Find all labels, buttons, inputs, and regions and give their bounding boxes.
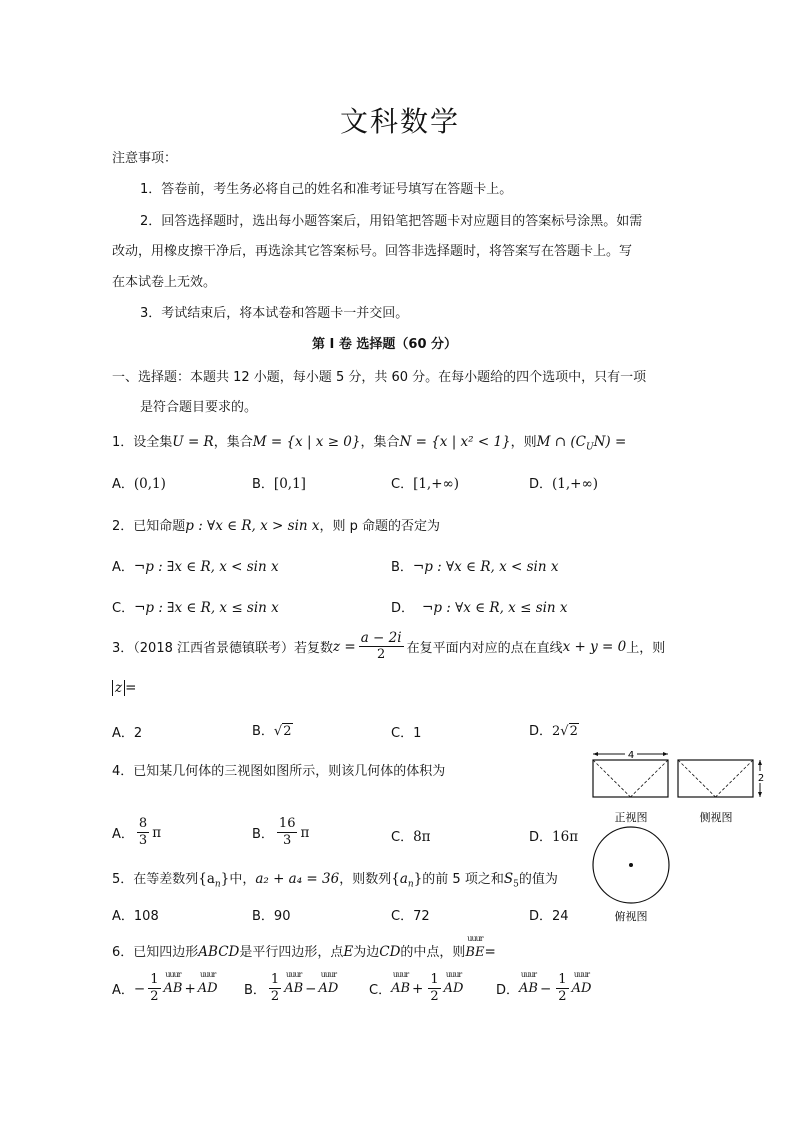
q5-option-d: D．24 — [529, 909, 569, 924]
q5-option-b: B．90 — [252, 909, 291, 924]
top-view — [593, 827, 669, 903]
top-view-label: 俯视图 — [614, 910, 648, 923]
front-view — [593, 760, 668, 797]
question-6: 6．已知四边形ABCD是平行四边形，点E为边CD的中点，则 uuur BE= — [112, 934, 496, 960]
q5-option-a: A．108 — [112, 909, 159, 924]
question-2 — [112, 515, 440, 534]
notice-item-2-line-1: 2．回答选择题时，选出每小题答案后，用铅笔把答题卡对应题目的答案标号涂黑。如需 — [140, 214, 643, 229]
notice-item-3: 3．考试结束后，将本试卷和答题卡一并交回。 — [140, 306, 409, 321]
section-title: 第 I 卷 选择题（60 分） — [312, 337, 458, 352]
q1-option-c: C．[1,+∞) — [391, 476, 460, 492]
side-view — [678, 760, 753, 797]
q1-sub: U — [585, 442, 594, 453]
q1-prefix: 1．设全集 — [112, 435, 173, 450]
q1-option-d: D．(1,+∞) — [529, 476, 598, 492]
q2-option-d: D． ¬p : ∀x ∈ R, x ≤ sin x — [391, 600, 568, 616]
q2-option-b: B．¬p : ∀x ∈ R, x < sin x — [391, 559, 559, 575]
q3-option-c: C．1 — [391, 726, 422, 741]
q4-option-d: D．16π — [529, 829, 579, 845]
q6-option-c: C． uuur AB + $\frac{1}{2}$ uuur AD — [369, 970, 464, 1004]
q3-option-d: D．2√2 — [529, 724, 578, 739]
q1-mid3: ，则 — [510, 435, 537, 450]
q3-abs-z: z = — [112, 680, 136, 696]
q6-option-b: B． $\frac{1}{2}$ uuur AB − uuur AD — [244, 970, 339, 1004]
notice-heading: 注意事项： — [112, 151, 178, 166]
question-5: 5．在等差数列$\{a_n\}$中，a₂ + a₄ = 36，则数列$\{a_n\}$的前 5 项之和$S_5$的值为 — [112, 871, 558, 890]
question-4: 4．已知某几何体的三视图如图所示，则该几何体的体积为 — [112, 764, 446, 779]
q1-set-n: N = {x | x² < 1} — [399, 434, 511, 450]
q3-mid: 在复平面内对应的点在直线 — [406, 641, 563, 656]
height-dimension — [756, 760, 766, 797]
q1-mid2: ，集合 — [360, 435, 400, 450]
notice-item-2-line-2: 改动，用橡皮擦干净后，再选涂其它答案标号。回答非选择题时，将答案写在答题卡上。写 — [112, 244, 633, 259]
section-instruction-line-1: 一、选择题：本题共 12 小题，每小题 5 分，共 60 分。在每小题给的四个选项中，只有一项 — [112, 370, 647, 385]
q3-suffix: 上，则 — [626, 641, 666, 656]
q3-line: x + y = 0 — [562, 638, 627, 655]
q3-fraction: $\frac{a - 2i}{2}$ — [360, 630, 402, 662]
question-3 — [112, 630, 665, 663]
q4-option-c: C．8π — [391, 829, 431, 845]
q1-expr-end: N) = — [593, 434, 627, 450]
vector-be: uuur BE — [465, 934, 485, 960]
notice-item-1: 1．答卷前，考生务必将自己的姓名和准考证号填写在答题卡上。 — [140, 182, 513, 197]
q1-expr: M ∩ (C — [536, 434, 586, 450]
q2-prefix: 2．已知命题 — [112, 519, 186, 534]
q2-option-a: A．¬p : ∃x ∈ R, x < sin x — [112, 559, 279, 575]
q2-proposition: p : ∀x ∈ R, x > sin x — [185, 518, 320, 534]
q3-z-eq: z = — [333, 638, 356, 655]
q1-universe: U = R — [172, 434, 214, 450]
width-dimension — [593, 747, 668, 761]
side-view-label: 侧视图 — [699, 811, 733, 824]
notice-item-2-line-3: 在本试卷上无效。 — [112, 275, 217, 290]
width-label: 4 — [627, 750, 635, 761]
q1-option-b: B．[0,1] — [252, 476, 306, 492]
front-view-label: 正视图 — [614, 811, 648, 824]
q2-suffix: ，则 p 命题的否定为 — [319, 519, 441, 534]
page-title: 文科数学 — [340, 105, 461, 138]
q4-three-view-figure — [585, 745, 775, 930]
q6-option-d: D． uuur AB − $\frac{1}{2}$ uuur AD — [496, 970, 592, 1004]
height-label: 2 — [757, 773, 765, 784]
q4-option-a: A． $\frac{8}{3}$ π — [112, 816, 162, 848]
q1-set-m: M = {x | x ≥ 0} — [252, 434, 361, 450]
q1-mid1: ，集合 — [213, 435, 253, 450]
q1-option-a: A．(0,1) — [112, 476, 166, 492]
q5-option-c: C．72 — [391, 909, 430, 924]
question-1 — [112, 431, 626, 453]
q3-option-a: A．2 — [112, 726, 143, 741]
section-instruction-line-2: 是符合题目要求的。 — [140, 400, 258, 415]
q2-option-c: C．¬p : ∃x ∈ R, x ≤ sin x — [112, 600, 279, 616]
q3-option-b: B．√2 — [252, 724, 292, 739]
q6-option-a: A． − $\frac{1}{2}$ uuur AB + uuur AD — [112, 970, 218, 1004]
q3-prefix: 3．（2018 江西省景德镇联考）若复数 — [112, 641, 333, 656]
q4-option-b: B． $\frac{16}{3}$ π — [252, 816, 310, 848]
